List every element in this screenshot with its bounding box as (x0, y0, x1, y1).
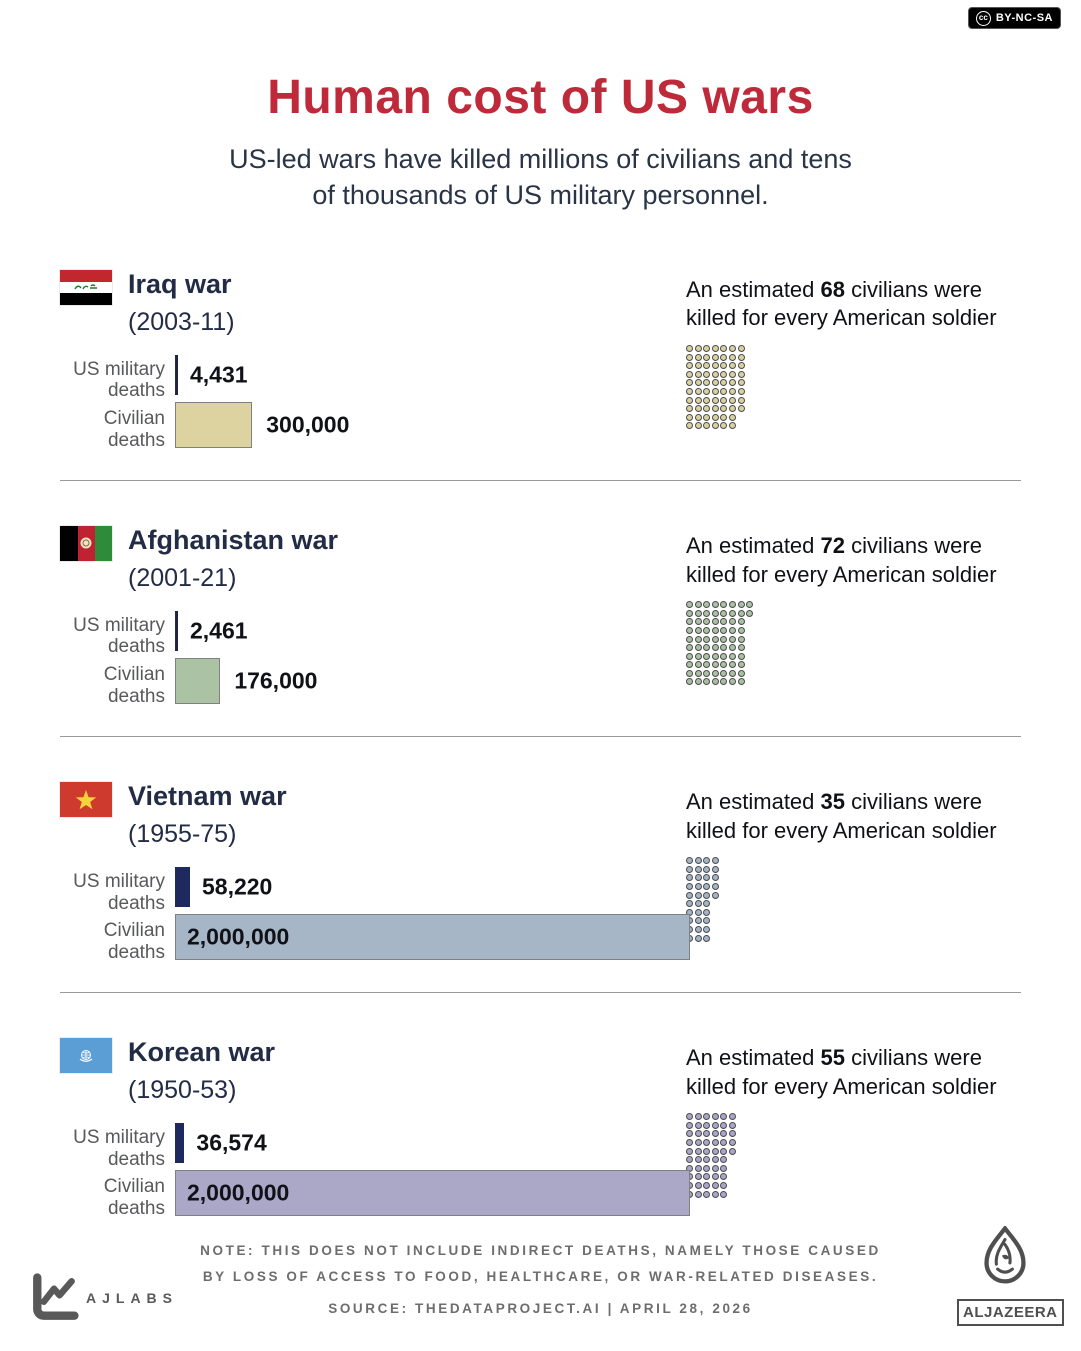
civilian-dot (712, 678, 719, 685)
civilian-dot (695, 371, 702, 378)
war-title: Iraq war (128, 268, 232, 299)
civilian-dot (720, 354, 727, 361)
civilian-dot (729, 405, 736, 412)
military-deaths-bar (175, 355, 176, 395)
civilian-dot (712, 866, 719, 873)
civilian-dot (686, 362, 693, 369)
civilian-dot (720, 618, 727, 625)
civilian-dot (695, 1113, 702, 1120)
subtitle-line-2: of thousands of US military personnel. (312, 180, 769, 211)
iraq-script-glyph (73, 283, 99, 291)
civilian-dot (712, 857, 719, 864)
civilian-dot (712, 627, 719, 634)
civilian-dot (703, 1165, 710, 1172)
civilian-dot (686, 610, 693, 617)
civilian-dot (712, 1113, 719, 1120)
civilian-dot (686, 618, 693, 625)
civilian-dot (686, 422, 693, 429)
civilian-dot (729, 1139, 736, 1146)
civilian-dot (729, 653, 736, 660)
civilian-dot (738, 636, 745, 643)
civilian-dot (703, 414, 710, 421)
civilian-dot (729, 422, 736, 429)
war-sections (60, 270, 1021, 1220)
civilian-dot (695, 379, 702, 386)
civilian-dot (703, 874, 710, 881)
page-title: Human cost of US wars (267, 71, 814, 124)
civilian-dot (695, 405, 702, 412)
iraq-flag-icon (60, 270, 112, 305)
civilian-dot (720, 1191, 727, 1198)
civilian-dot (720, 1130, 727, 1137)
civilian-dot (729, 354, 736, 361)
civilian-dot (686, 371, 693, 378)
civilian-dot (720, 1173, 727, 1180)
civilian-dot (746, 610, 753, 617)
civilian-dot (686, 1156, 693, 1163)
civilian-dot (729, 644, 736, 651)
civilian-dot (686, 883, 693, 890)
civilian-dot (703, 601, 710, 608)
civilian-dot (720, 397, 727, 404)
civilian-dot (712, 1122, 719, 1129)
civilian-dot (712, 883, 719, 890)
war-years: (1955-75) (128, 819, 237, 848)
civilian-dot (720, 1139, 727, 1146)
civilian-ratio-dot-grid (686, 345, 1021, 429)
civilian-dot (695, 1173, 702, 1180)
civilian-dot (738, 678, 745, 685)
bar-chart (60, 1123, 686, 1220)
civilian-dot (703, 1130, 710, 1137)
civilian-dot (712, 610, 719, 617)
civilian-dot (695, 926, 702, 933)
civilian-dot (720, 644, 727, 651)
civilian-dot (695, 1165, 702, 1172)
civilian-dot (712, 1156, 719, 1163)
civilian-dot (729, 636, 736, 643)
bar-chart (60, 867, 686, 964)
war-title: Korean war (128, 1037, 276, 1068)
section-afghanistan-war (60, 481, 1021, 708)
section-vietnam-war (60, 737, 1021, 964)
ratio-number: 68 (820, 276, 845, 302)
ajlabs-chart-icon (28, 1272, 80, 1324)
ratio-annotation: An estimated 35 civilians were killed for every American soldier (686, 789, 997, 843)
war-years: (2001-21) (128, 563, 237, 592)
civilian-dot (695, 618, 702, 625)
civilian-dot (686, 857, 693, 864)
civilian-dot (720, 1122, 727, 1129)
un-flag-icon (60, 1038, 112, 1073)
civilian-dot (712, 354, 719, 361)
civilian-dot (695, 397, 702, 404)
civilian-dot (720, 414, 727, 421)
civilian-dot (712, 362, 719, 369)
civilian-dot (720, 388, 727, 395)
civilian-dot (686, 1113, 693, 1120)
ratio-number: 35 (820, 789, 845, 814)
civilian-dot (729, 661, 736, 668)
civilian-dot (738, 379, 745, 386)
civilian-dot (686, 1122, 693, 1129)
civilian-dot (703, 388, 710, 395)
civilian-dot (703, 917, 710, 924)
civilian-deaths-value: 176,000 (234, 667, 318, 694)
military-deaths-value: 36,574 (196, 1129, 267, 1156)
civilian-dot (729, 362, 736, 369)
civilian-dot (695, 414, 702, 421)
civilian-deaths-label: Civilian deaths (103, 1176, 165, 1220)
civilian-dot (703, 362, 710, 369)
military-deaths-value: 58,220 (201, 873, 273, 900)
civilian-dot (712, 388, 719, 395)
civilian-dot (729, 1122, 736, 1129)
civilian-dot (729, 371, 736, 378)
civilian-dot (712, 1130, 719, 1137)
civilian-dot (729, 345, 736, 352)
aljazeera-flame-icon (974, 1226, 1036, 1290)
section-korean-war (60, 993, 1021, 1220)
civilian-dot (695, 874, 702, 881)
civilian-dot (703, 1156, 710, 1163)
civilian-dot (712, 422, 719, 429)
civilian-dot (703, 653, 710, 660)
civilian-dot (738, 670, 745, 677)
civilian-dot (712, 371, 719, 378)
civilian-dot (703, 678, 710, 685)
civilian-dot (686, 636, 693, 643)
civilian-dot (686, 405, 693, 412)
civilian-dot (695, 883, 702, 890)
civilian-dot (695, 935, 702, 942)
civilian-dot (703, 397, 710, 404)
civilian-dot (695, 601, 702, 608)
military-deaths-value: 2,461 (190, 617, 248, 644)
civilian-dot (686, 874, 693, 881)
ratio-number: 72 (820, 532, 845, 558)
civilian-deaths-bar (175, 658, 220, 704)
civilian-deaths-label: Civilian deaths (103, 408, 165, 452)
civilian-dot (712, 601, 719, 608)
page-subtitle (0, 141, 1081, 214)
civilian-dot (703, 866, 710, 873)
civilian-dot (695, 661, 702, 668)
civilian-dot (703, 883, 710, 890)
ratio-annotation: An estimated 68 civilians were killed for every American soldier (686, 276, 997, 331)
civilian-dot (729, 601, 736, 608)
civilian-dot (695, 354, 702, 361)
aljazeera-logo (957, 1226, 1058, 1326)
civilian-dot (738, 397, 745, 404)
civilian-dot (703, 1148, 710, 1155)
bar-chart (60, 355, 686, 452)
civilian-dot (720, 1148, 727, 1155)
footer-note-line-1: NOTE: THIS DOES NOT INCLUDE INDIRECT DEATHS, NAMELY THOSE CAUSED (200, 1243, 881, 1258)
civilian-dot (695, 1182, 702, 1189)
civilian-dot (729, 618, 736, 625)
civilian-dot (738, 644, 745, 651)
civilian-dot (720, 1182, 727, 1189)
civilian-dot (703, 935, 710, 942)
military-deaths-bar (175, 1123, 184, 1163)
civilian-dot (720, 661, 727, 668)
afghanistan-emblem-glyph (79, 536, 93, 550)
civilian-dot (703, 1122, 710, 1129)
civilian-dot (720, 362, 727, 369)
civilian-dot (720, 653, 727, 660)
civilian-ratio-dot-grid (686, 1113, 1021, 1197)
military-deaths-bar (175, 867, 190, 907)
civilian-dot (729, 379, 736, 386)
ratio-annotation: An estimated 72 civilians were killed for every American soldier (686, 532, 997, 587)
civilian-dot (712, 892, 719, 899)
civilian-dot (703, 379, 710, 386)
civilian-dot (686, 644, 693, 651)
civilian-dot (686, 354, 693, 361)
civilian-dot (720, 627, 727, 634)
vietnam-star-glyph (74, 788, 98, 812)
civilian-dot (720, 422, 727, 429)
civilian-dot (695, 627, 702, 634)
military-deaths-value: 4,431 (190, 361, 248, 388)
footer-note-line-2: BY LOSS OF ACCESS TO FOOD, HEALTHCARE, OR WAR-RELATED DISEASES. (202, 1268, 879, 1284)
civilian-dot (738, 405, 745, 412)
civilian-dot (695, 610, 702, 617)
civilian-dot (738, 653, 745, 660)
civilian-dot (738, 354, 745, 361)
un-emblem-glyph (77, 1047, 95, 1065)
civilian-dot (686, 1139, 693, 1146)
civilian-dot (703, 1113, 710, 1120)
civilian-dot (738, 345, 745, 352)
civilian-dot (686, 866, 693, 873)
civilian-dot (720, 678, 727, 685)
civilian-ratio-dot-grid (686, 857, 1021, 941)
civilian-dot (695, 345, 702, 352)
civilian-dot (703, 636, 710, 643)
civilian-dot (729, 678, 736, 685)
civilian-dot (703, 670, 710, 677)
civilian-dot (703, 1139, 710, 1146)
civilian-dot (703, 405, 710, 412)
civilian-dot (729, 414, 736, 421)
civilian-dot (720, 610, 727, 617)
civilian-dot (712, 874, 719, 881)
military-deaths-label: US military deaths (73, 614, 165, 658)
war-years: (2003-11) (128, 307, 235, 336)
civilian-dot (729, 1148, 736, 1155)
civilian-dot (703, 661, 710, 668)
vietnam-flag-icon (60, 782, 112, 817)
civilian-dot (695, 900, 702, 907)
civilian-dot (695, 1156, 702, 1163)
civilian-dot (712, 1165, 719, 1172)
civilian-dot (695, 362, 702, 369)
civilian-dot (720, 1165, 727, 1172)
civilian-dot (720, 636, 727, 643)
civilian-dot (686, 601, 693, 608)
civilian-dot (738, 601, 745, 608)
afghanistan-flag-icon (60, 526, 112, 561)
civilian-dot (695, 1139, 702, 1146)
cc-license-badge (968, 7, 1061, 29)
civilian-dot (703, 900, 710, 907)
civilian-dot (686, 892, 693, 899)
civilian-dot (720, 405, 727, 412)
civilian-dot (695, 909, 702, 916)
civilian-dot (720, 1113, 727, 1120)
ratio-number: 55 (820, 1045, 845, 1071)
civilian-dot (729, 388, 736, 395)
civilian-deaths-label: Civilian deaths (103, 920, 165, 964)
civilian-dot (729, 627, 736, 634)
civilian-deaths-value: 300,000 (266, 411, 350, 438)
civilian-dot (686, 1130, 693, 1137)
civilian-dot (695, 1148, 702, 1155)
civilian-dot (729, 1130, 736, 1137)
civilian-dot (712, 1173, 719, 1180)
war-years: (1950-53) (128, 1075, 237, 1104)
civilian-dot (695, 670, 702, 677)
civilian-dot (695, 636, 702, 643)
civilian-dot (729, 670, 736, 677)
civilian-dot (712, 661, 719, 668)
civilian-dot (703, 627, 710, 634)
civilian-dot (738, 661, 745, 668)
civilian-dot (695, 422, 702, 429)
header (0, 0, 1081, 214)
military-deaths-bar (175, 611, 176, 651)
civilian-deaths-label: Civilian deaths (103, 664, 165, 708)
civilian-dot (703, 422, 710, 429)
civilian-dot (686, 653, 693, 660)
civilian-dot (686, 388, 693, 395)
civilian-dot (712, 405, 719, 412)
war-title: Afghanistan war (128, 524, 339, 555)
civilian-dot (712, 1191, 719, 1198)
civilian-dot (703, 857, 710, 864)
civilian-dot (686, 414, 693, 421)
ajlabs-logo (28, 1272, 178, 1324)
civilian-dot (712, 397, 719, 404)
civilian-dot (695, 653, 702, 660)
subtitle-line-1: US-led wars have killed millions of civilians and tens (229, 144, 852, 174)
civilian-dot (712, 345, 719, 352)
civilian-dot (686, 379, 693, 386)
ratio-annotation: An estimated 55 civilians were killed for every American soldier (686, 1045, 997, 1099)
military-deaths-label: US military deaths (73, 1126, 165, 1170)
civilian-dot (720, 1156, 727, 1163)
civilian-dot (712, 414, 719, 421)
civilian-dot (695, 1191, 702, 1198)
civilian-dot (720, 379, 727, 386)
civilian-dot (729, 1113, 736, 1120)
civilian-dot (738, 610, 745, 617)
civilian-dot (720, 670, 727, 677)
civilian-dot (712, 1139, 719, 1146)
civilian-dot (738, 627, 745, 634)
civilian-dot (720, 345, 727, 352)
civilian-dot (720, 371, 727, 378)
civilian-dot (695, 1130, 702, 1137)
military-deaths-label: US military deaths (73, 358, 165, 402)
civilian-dot (703, 644, 710, 651)
ajlabs-wordmark: AJLABS (86, 1290, 179, 1306)
civilian-dot (703, 618, 710, 625)
civilian-dot (686, 1148, 693, 1155)
civilian-dot (686, 661, 693, 668)
civilian-dot (686, 345, 693, 352)
civilian-dot (729, 610, 736, 617)
civilian-dot (703, 1173, 710, 1180)
civilian-dot (712, 1182, 719, 1189)
civilian-dot (712, 618, 719, 625)
civilian-dot (712, 379, 719, 386)
civilian-dot (695, 917, 702, 924)
civilian-dot (686, 678, 693, 685)
civilian-dot (695, 1122, 702, 1129)
civilian-dot (695, 857, 702, 864)
civilian-dot (695, 892, 702, 899)
civilian-dot (703, 1191, 710, 1198)
civilian-dot (703, 610, 710, 617)
civilian-dot (703, 892, 710, 899)
civilian-dot (712, 1148, 719, 1155)
civilian-dot (712, 653, 719, 660)
bar-chart (60, 611, 686, 708)
civilian-deaths-value: 2,000,000 (187, 923, 290, 950)
civilian-dot (746, 601, 753, 608)
civilian-dot (695, 866, 702, 873)
civilian-dot (686, 397, 693, 404)
civilian-dot (695, 644, 702, 651)
civilian-deaths-value: 2,000,000 (187, 1179, 290, 1206)
civilian-dot (686, 627, 693, 634)
war-title: Vietnam war (128, 781, 287, 811)
civilian-dot (729, 397, 736, 404)
civilian-dot (738, 388, 745, 395)
aljazeera-wordmark: ALJAZEERA (957, 1299, 1064, 1326)
military-deaths-label: US military deaths (73, 870, 165, 914)
civilian-dot (712, 636, 719, 643)
cc-icon: cc (976, 11, 991, 26)
civilian-deaths-bar (175, 402, 252, 448)
civilian-dot (686, 900, 693, 907)
civilian-dot (738, 371, 745, 378)
cc-license-text: BY-NC-SA (995, 12, 1053, 24)
civilian-dot (703, 354, 710, 361)
section-iraq-war (60, 270, 1021, 452)
civilian-dot (738, 618, 745, 625)
civilian-dot (738, 362, 745, 369)
civilian-ratio-dot-grid (686, 601, 1021, 685)
civilian-dot (695, 388, 702, 395)
civilian-dot (712, 670, 719, 677)
civilian-dot (703, 909, 710, 916)
civilian-dot (703, 926, 710, 933)
civilian-dot (712, 644, 719, 651)
civilian-dot (703, 1182, 710, 1189)
civilian-dot (686, 670, 693, 677)
civilian-dot (695, 678, 702, 685)
civilian-dot (703, 345, 710, 352)
civilian-dot (703, 371, 710, 378)
civilian-dot (720, 601, 727, 608)
footer-source: SOURCE: THEDATAPROJECT.AI | APRIL 28, 2026 (328, 1301, 753, 1317)
